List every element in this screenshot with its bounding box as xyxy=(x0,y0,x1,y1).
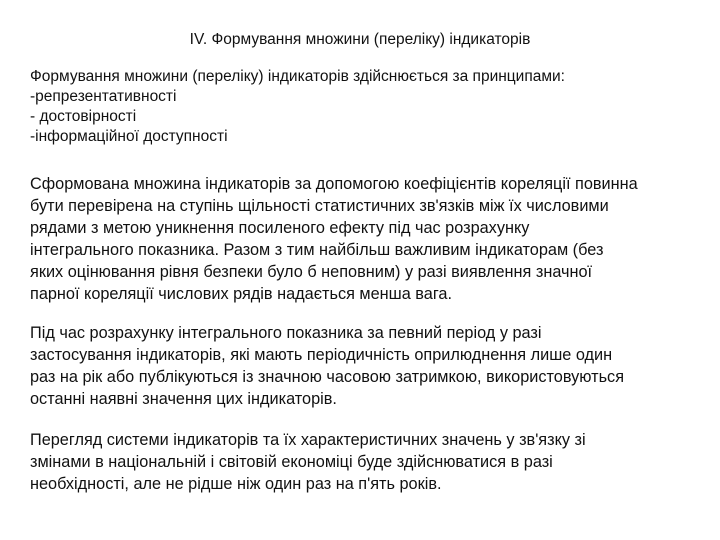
paragraph-line: парної кореляції числових рядів надається менша вага. xyxy=(30,285,452,303)
principle-item: -репрезентативності xyxy=(30,88,177,105)
paragraph-line: інтегрального показника. Разом з тим найбільш важливим індикаторам (без xyxy=(30,241,604,259)
paragraph-review xyxy=(30,429,710,495)
paragraph-line: необхідності, але не рідше ніж один раз на п'ять років. xyxy=(30,475,442,493)
principle-item: -інформаційної доступності xyxy=(30,128,228,145)
paragraph-calculation xyxy=(30,322,710,410)
slide-title: IV. Формування множини (переліку) індикаторів xyxy=(189,31,531,48)
principle-item: - достовірності xyxy=(30,108,137,125)
paragraph-line: Сформована множина індикаторів за допомогою коефіцієнтів кореляції повинна xyxy=(30,175,638,193)
paragraph-line: змінами в національній і світовій економіці буде здійснюватися в разі xyxy=(30,453,553,471)
paragraph-line: застосування індикаторів, які мають періодичність оприлюднення лише один xyxy=(30,346,613,364)
paragraph-line: останні наявні значення цих індикаторів. xyxy=(30,390,337,408)
paragraph-line: рядами з метою уникнення посиленого ефекту під час розрахунку xyxy=(30,219,530,237)
paragraph-correlation xyxy=(30,173,710,305)
principles-block xyxy=(30,67,700,147)
paragraph-line: Перегляд системи індикаторів та їх характеристичних значень у зв'язку зі xyxy=(30,431,586,449)
paragraph-line: Під час розрахунку інтегрального показника за певний період у разі xyxy=(30,324,542,342)
paragraph-line: яких оцінювання рівня безпеки було б неповним) у разі виявлення значної xyxy=(30,263,593,281)
principles-lead: Формування множини (переліку) індикаторів здійснюється за принципами: xyxy=(30,68,565,85)
paragraph-line: бути перевірена на ступінь щільності статистичних зв'язків між їх числовими xyxy=(30,197,609,215)
paragraph-line: раз на рік або публікуються із значною часовою затримкою, використовуються xyxy=(30,368,625,386)
